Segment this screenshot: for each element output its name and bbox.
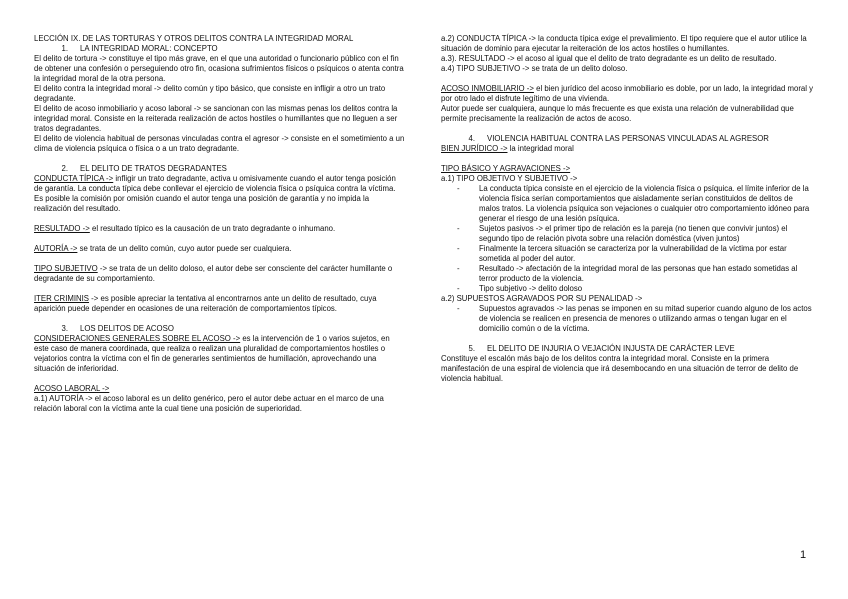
acoso-inmobiliario-text: el bien jurídico del acoso inmobiliario es doble, por un lado, la integridad moral y por otro lado el disfrute legítimo de una vivienda. <box>441 84 814 103</box>
tipo-basico-keyword: TIPO BÁSICO Y AGRAVACIONES -> <box>441 164 571 173</box>
b2-list <box>441 304 815 334</box>
lesson-title: LECCIÓN IX. DE LAS TORTURAS Y OTROS DELITOS CONTRA LA INTEGRIDAD MORAL <box>34 34 354 43</box>
iter-criminis-keyword: ITER CRIMINIS <box>34 294 90 303</box>
resultado-text: el resultado típico es la causación de un trato degradante o inhumano. <box>89 224 336 233</box>
paragraph-autor-inmobiliario: Autor puede ser cualquiera, aunque lo más frecuente es que exista una relación de vulnerabilidad que permite precisamente la realización de actos de acoso. <box>441 104 794 123</box>
section-3-heading <box>34 324 406 334</box>
list-item: - La conducta típica consiste en el ejercicio de la violencia física o psíquica. el límite inferior de la violencia física serían comportamientos que aisladamente serían constituidos de delitos de malos tratos. La violencia psíquica son vejaciones o cualquier otro comportamiento idóneo para generar el riesgo de una lesión psíquica. <box>479 184 815 224</box>
section-3-title: LOS DELITOS DE ACOSO <box>80 324 174 333</box>
right-column <box>441 34 815 384</box>
paragraph-resultado <box>34 224 406 234</box>
tipo-basico-heading <box>441 164 815 174</box>
section-1-heading <box>34 44 406 54</box>
paragraph-bien-juridico <box>441 144 815 154</box>
conducta-tipica-keyword: CONDUCTA TÍPICA -> <box>34 174 114 183</box>
paragraph-conducta-tipica <box>34 174 406 214</box>
resultado-keyword: RESULTADO -> <box>34 224 90 233</box>
section-4-heading <box>441 134 815 144</box>
b2-heading: a.2) SUPUESTOS AGRAVADOS POR SU PENALIDAD -> <box>441 294 643 303</box>
list-item: - Resultado -> afectación de la integridad moral de las personas que han estado sometidas al terror producto de la violencia. <box>479 264 815 284</box>
paragraph-autoria <box>34 244 406 254</box>
section-5-heading <box>441 344 815 354</box>
bien-juridico-keyword: BIEN JURÍDICO -> <box>441 144 508 153</box>
acoso-inmobiliario-keyword: ACOSO INMOBILIARIO -> <box>441 84 534 93</box>
section-5-number: 5. <box>468 344 475 353</box>
list-item: - Supuestos agravados -> las penas se imponen en su mitad superior cuando alguno de los actos de violencia se realicen en presencia de menores o utilizando armas o tengan lugar en el domicilio común o de la víctima. <box>479 304 815 334</box>
consideraciones-keyword: CONSIDERACIONES GENERALES SOBRE EL ACOSO -> <box>34 334 241 343</box>
paragraph-tortura: El delito de tortura -> constituye el tipo más grave, en el que una autoridad o funcionario público con el fin de obtener una confesión o perseguiendo otro fin, ocasiona sufrimientos físicos o psíquicos o atenta contra la integridad moral de la otra persona. <box>34 54 404 83</box>
section-1-number: 1. <box>61 44 68 53</box>
section-2-number: 2. <box>61 164 68 173</box>
acoso-laboral-heading <box>34 384 406 394</box>
page-number: 1 <box>800 549 807 561</box>
bien-juridico-text: la integridad moral <box>507 144 574 153</box>
paragraph-iter-criminis <box>34 294 406 314</box>
autoria-keyword: AUTORÍA -> <box>34 244 78 253</box>
paragraph-tipo-subjetivo <box>34 264 406 284</box>
paragraph-a3-resultado: a.3). RESULTADO -> el acoso al igual que el delito de trato degradante es un delito de resultado. <box>441 54 777 63</box>
consideraciones-text: es la intervención de 1 o varios sujetos, en este caso de manera coordinada, que realiza o realizan una pluralidad de comportamientos hostiles o vejatorios contra la víctima con el fin de generarles sentimientos de humillación, aprovechando una situación de inferioridad. <box>34 334 390 373</box>
conducta-tipica-text: infligir un trato degradante, activa u omisivamente cuando el autor tenga posición de garantía. La conducta típica debe conllevar el ejercicio de violencia física o psíquica contra la víctima. Es posible la comisión por omisión cuando el autor tenga una posición de garantía y no impida la realización del resultado. <box>34 174 396 213</box>
list-item: - Sujetos pasivos -> el primer tipo de relación es la pareja (no tienen que convivir juntos) el segundo tipo de relación pivota sobre una relación doméstica (viven juntos) <box>479 224 815 244</box>
paragraph-a4-tipo-subjetivo: a.4) TIPO SUBJETIVO -> se trata de un delito doloso. <box>441 64 628 73</box>
section-5-title: EL DELITO DE INJURIA O VEJACIÓN INJUSTA DE CARÁCTER LEVE <box>487 344 735 353</box>
section-2-heading <box>34 164 406 174</box>
paragraph-integridad: El delito contra la integridad moral -> delito común y tipo básico, que consiste en infligir a otro un trato degradante. <box>34 84 386 103</box>
section-3-number: 3. <box>61 324 68 333</box>
section-1-title: LA INTEGRIDAD MORAL: CONCEPTO <box>80 44 218 53</box>
left-column <box>34 34 406 414</box>
paragraph-acoso-inmobiliario <box>441 84 815 104</box>
paragraph-a1-autoria: a.1) AUTORÍA -> el acoso laboral es un delito genérico, pero el autor debe actuar en el marco de una relación laboral con la víctima ante la cual tiene una posición de superioridad. <box>34 394 384 413</box>
b1-heading: a.1) TIPO OBJETIVO Y SUBJETIVO -> <box>441 174 578 183</box>
tipo-subjetivo-keyword: TIPO SUBJETIVO <box>34 264 98 273</box>
list-item: - Finalmente la tercera situación se caracteriza por la vulnerabilidad de la víctima por estar sometida al poder del autor. <box>479 244 815 264</box>
paragraph-acoso: El delito de acoso inmobiliario y acoso laboral -> se sancionan con las mismas penas los delitos contra la integridad moral. Consiste en la reiterada realización de actos hostiles o humillantes que no lleguen a ser tratos degradantes. <box>34 104 398 133</box>
paragraph-injuria: Constituye el escalón más bajo de los delitos contra la integridad moral. Consiste en la primera manifestación de una espiral de violencia que irá desembocando en una situación de terror de delito de violencia habitual. <box>441 354 799 383</box>
section-2-title: EL DELITO DE TRATOS DEGRADANTES <box>80 164 227 173</box>
section-4-title: VIOLENCIA HABITUAL CONTRA LAS PERSONAS VINCULADAS AL AGRESOR <box>487 134 769 143</box>
list-item: - Tipo subjetivo -> delito doloso <box>479 284 815 294</box>
tipo-subjetivo-text: -> se trata de un delito doloso, el autor debe ser consciente del carácter humillante o degradante de su comportamiento. <box>34 264 393 283</box>
iter-criminis-text: -> es posible apreciar la tentativa al encontrarnos ante un delito de resultado, cuya aparición puede depender en ocasiones de una reiteración de comportamientos típicos. <box>34 294 377 313</box>
autoria-text: se trata de un delito común, cuyo autor puede ser cualquiera. <box>77 244 292 253</box>
paragraph-consideraciones <box>34 334 406 374</box>
paragraph-a2-conducta: a.2) CONDUCTA TÍPICA -> la conducta típica exige el prevalimiento. El tipo requiere que el autor utilice la situación de dominio para ejecutar la reiteración de los actos hostiles o humillantes. <box>441 34 807 53</box>
acoso-laboral-keyword: ACOSO LABORAL -> <box>34 384 110 393</box>
paragraph-violencia: El delito de violencia habitual de personas vinculadas contra el agresor -> consiste en el sometimiento a un clima de violencia psíquica o física o a un trato degradante. <box>34 134 405 153</box>
b1-list <box>441 184 815 294</box>
section-4-number: 4. <box>468 134 475 143</box>
